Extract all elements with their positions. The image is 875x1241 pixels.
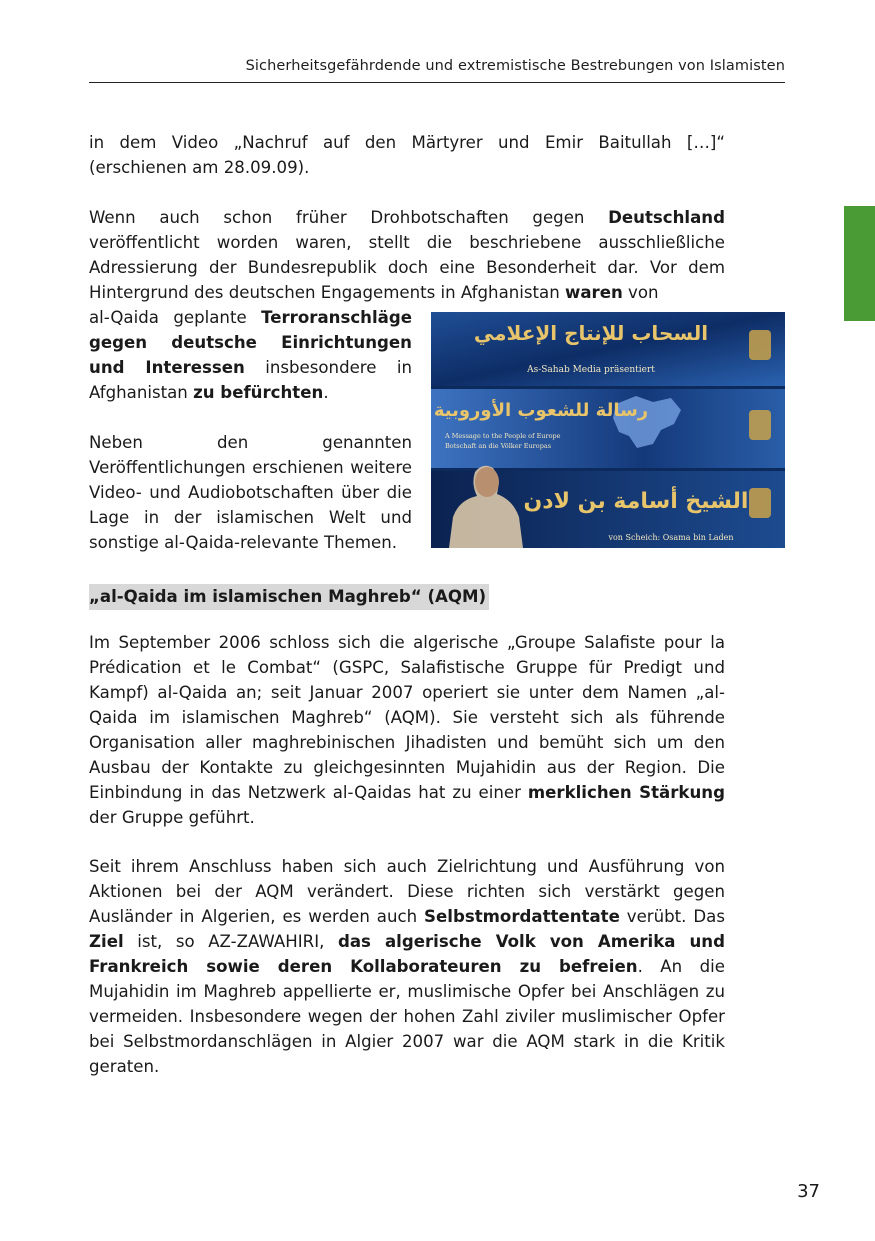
bold-run: Deutschland (608, 208, 725, 227)
bold-run: zu befürchten (193, 383, 324, 402)
text-run: ist, so AZ-ZAWAHIRI, (123, 932, 338, 951)
banner3-arabic: الشيخ أسامة بن لادن (523, 489, 749, 514)
text-run: . (323, 383, 329, 402)
text-run: von (622, 283, 659, 302)
chapter-tab-marker (844, 206, 875, 321)
bold-run: waren (564, 283, 623, 302)
text-run: Im September 2006 schloss sich die algerische „Groupe Salafiste pour la Prédication et le Combat“ (GSPC, Salafistische Gruppe für Predigt und Kampf) al-Qaida an; seit Januar 2007 operiert sie unter dem Namen „al-Qaida im islamischen Maghreb“ (AQM). Sie versteht sich als führende Organisation aller maghrebinischen Jihadisten und bemüht sich um den Ausbau der Kontakte zu gleichgesinnten Mujahidin aus der Region. Die Einbindung in das Netzwerk al-Qaidas hat zu einer (89, 633, 725, 802)
paragraph-neben (89, 430, 412, 555)
bold-run: Selbstmordattentate (424, 907, 620, 926)
text-run: al-Qaida geplante (89, 308, 262, 327)
paragraph-seit (89, 854, 725, 1079)
bold-run: merklichen Stärkung (527, 783, 725, 802)
header-rule (89, 82, 785, 83)
page-number: 37 (797, 1181, 820, 1202)
banner-graphic (431, 312, 785, 548)
text-run: insbesondere in Afghanistan (89, 358, 412, 402)
text-run: der Gruppe geführt. (89, 808, 255, 827)
banner2-caption-line1: A Message to the People of Europe (445, 432, 561, 440)
banner2-arabic: رسالة للشعوب الأوروبية (433, 400, 649, 421)
logo-emblem-1 (749, 330, 771, 360)
logo-emblem-3 (749, 488, 771, 518)
section-heading: „al-Qaida im islamischen Maghreb“ (AQM) (89, 584, 489, 610)
paragraph-video (89, 130, 725, 180)
text-run: Neben den genannten Veröffentlichungen erschienen weitere Video- und Audiobotschaften über die Lage in der islamischen Welt und sonstige al-Qaida-relevante Themen. (89, 433, 412, 552)
bold-run: Ziel (89, 932, 124, 951)
text-run: Seit ihrem Anschluss haben sich auch Zielrichtung und Ausführung von Aktionen bei der AQM verändert. Diese richten sich verstärkt gegen Ausländer in Algerien, es werden auch (89, 857, 725, 926)
banner2-caption-line2: Botschaft an die Völker Europas (445, 442, 552, 450)
banner3-caption: von Scheich: Osama bin Laden (608, 533, 734, 542)
banner1-caption: As-Sahab Media präsentiert (527, 365, 655, 375)
text-run: Wenn auch schon früher Drohbotschaften gegen (89, 208, 609, 227)
text-run: verübt. Das (619, 907, 725, 926)
paragraph-wenn (89, 205, 725, 305)
paragraph-alqaida (89, 305, 412, 405)
bold-run: Terroranschläge gegen deutsche Einrichtungen und Interessen (89, 308, 412, 377)
logo-emblem-2 (749, 410, 771, 440)
running-header: Sicherheitsgefährdende und extremistische Bestrebungen von Islamisten (245, 58, 785, 74)
banner-image (431, 312, 785, 548)
portrait-head (475, 467, 499, 497)
bold-run: das algerische Volk von Amerika und Frankreich sowie deren Kollaborateuren zu befreien (89, 932, 725, 976)
text-run: . An die Mujahidin im Maghreb appellierte er, muslimische Opfer bei Anschlägen zu vermeiden. Insbesondere wegen der hohen Zahl ziviler muslimischer Opfer bei Selbstmordanschlägen in Algier 2007 war die AQM stark in die Kritik geraten. (89, 957, 726, 1076)
paragraph-september (89, 630, 725, 830)
text-run: in dem Video „Nachruf auf den Märtyrer und Emir Baitullah […]“ (erschienen am 28.09.09). (89, 133, 725, 177)
text-run: veröffentlicht worden waren, stellt die beschriebene ausschließliche Adressierung der Bundesrepublik doch eine Besonderheit dar. Vor dem Hintergrund des deutschen Engagements in Afghanistan (89, 233, 725, 302)
banner1-arabic: السحاب للإنتاج الإعلامي (473, 321, 709, 345)
